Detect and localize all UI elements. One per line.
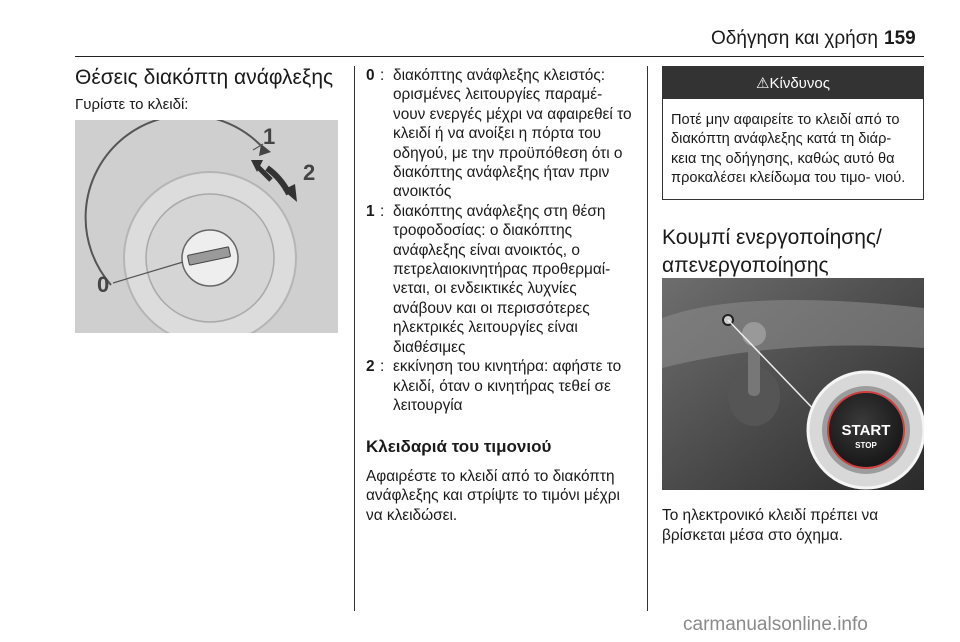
- item-colon: :: [380, 202, 385, 220]
- turn-key-instruction: Γυρίστε το κλειδί:: [75, 96, 189, 113]
- start-label: START: [841, 422, 891, 439]
- item-number: 0: [366, 67, 375, 84]
- steering-lock-heading: Κλειδαριά του τιμονιού: [366, 437, 552, 457]
- ignition-positions-heading: Θέσεις διακόπτη ανάφλεξης: [75, 66, 334, 89]
- header-rule: [75, 56, 924, 57]
- warning-triangle-icon: ⚠: [756, 75, 770, 92]
- watermark: carmanualsonline.info: [683, 614, 868, 635]
- position-item-0: [366, 66, 636, 202]
- danger-title: Κίνδυνος: [769, 75, 830, 92]
- danger-header: [663, 67, 923, 99]
- item-colon: :: [380, 358, 385, 376]
- gear-knob: [742, 322, 766, 346]
- column-divider-2: [647, 66, 648, 611]
- electronic-key-caption: Το ηλεκτρονικό κλειδί πρέπει να βρίσκεται μέσα στο όχημα.: [662, 507, 879, 544]
- start-stop-photo: [662, 278, 924, 490]
- page-number: 159: [884, 28, 916, 49]
- power-button-heading-line-2: απενεργοποίησης: [662, 253, 829, 277]
- steering-lock-text: Αφαιρέστε το κλειδί από το διακόπτη ανάφλεξης και στρίψτε το τιμόνι μέχρι να κλειδώσει.: [366, 467, 620, 524]
- item-number: 2: [366, 358, 375, 376]
- position-1-label: 1: [263, 124, 276, 149]
- item-number: 1: [366, 202, 375, 220]
- power-button-heading: [662, 224, 924, 280]
- danger-box: [662, 66, 924, 200]
- column-divider-1: [354, 66, 355, 611]
- item-colon: :: [380, 67, 385, 84]
- stop-label: STOP: [855, 441, 877, 450]
- power-button-heading-line-1: Κουμπί ενεργοποίησης/: [662, 225, 882, 249]
- running-header-title: Οδήγηση και χρήση: [711, 28, 878, 49]
- ignition-switch-illustration: [75, 120, 338, 333]
- danger-text: Ποτέ μην αφαιρείτε το κλειδί από το διακόπτη ανάφλεξης κατά τη διάρ- κεια της οδήγησης, καθώς αυτό θα προκαλέσει κλείδωμα του τιμο- νιού.: [671, 112, 906, 187]
- position-item-2: [366, 357, 636, 415]
- left-column: [75, 66, 343, 113]
- middle-column: [366, 66, 636, 525]
- item-text: εκκίνηση του κινητήρα: αφήστε το κλειδί, όταν ο κινητήρας τεθεί σε λειτουργία: [393, 358, 622, 414]
- position-item-1: [366, 202, 636, 357]
- item-text: διακόπτης ανάφλεξης κλειστός: ορισμένες λειτουργίες παραμέ- νουν ενεργές μέχρι να αφαιρεθεί το κλειδί ή να ανοίξει η πόρτα του οδηγού, με την προϋπόθεση ότι ο διακόπτης ανάφλεξης ήταν πριν ανοικτός: [393, 67, 632, 201]
- position-0-label: 0: [97, 272, 110, 297]
- position-2-label: 2: [303, 160, 316, 185]
- item-text: διακόπτης ανάφλεξης στη θέση τροφοδοσίας: ο διακόπτης ανάφλεξης είναι ανοικτός, ο πετρελαιοκινητήρας προθερμαί- νεται, οι ενδεικτικές λυχνίες ανάβουν και οι περισσότερες ηλεκτρικές λειτουργίες είναι διαθέσιμες: [393, 202, 611, 356]
- right-column: [662, 66, 924, 280]
